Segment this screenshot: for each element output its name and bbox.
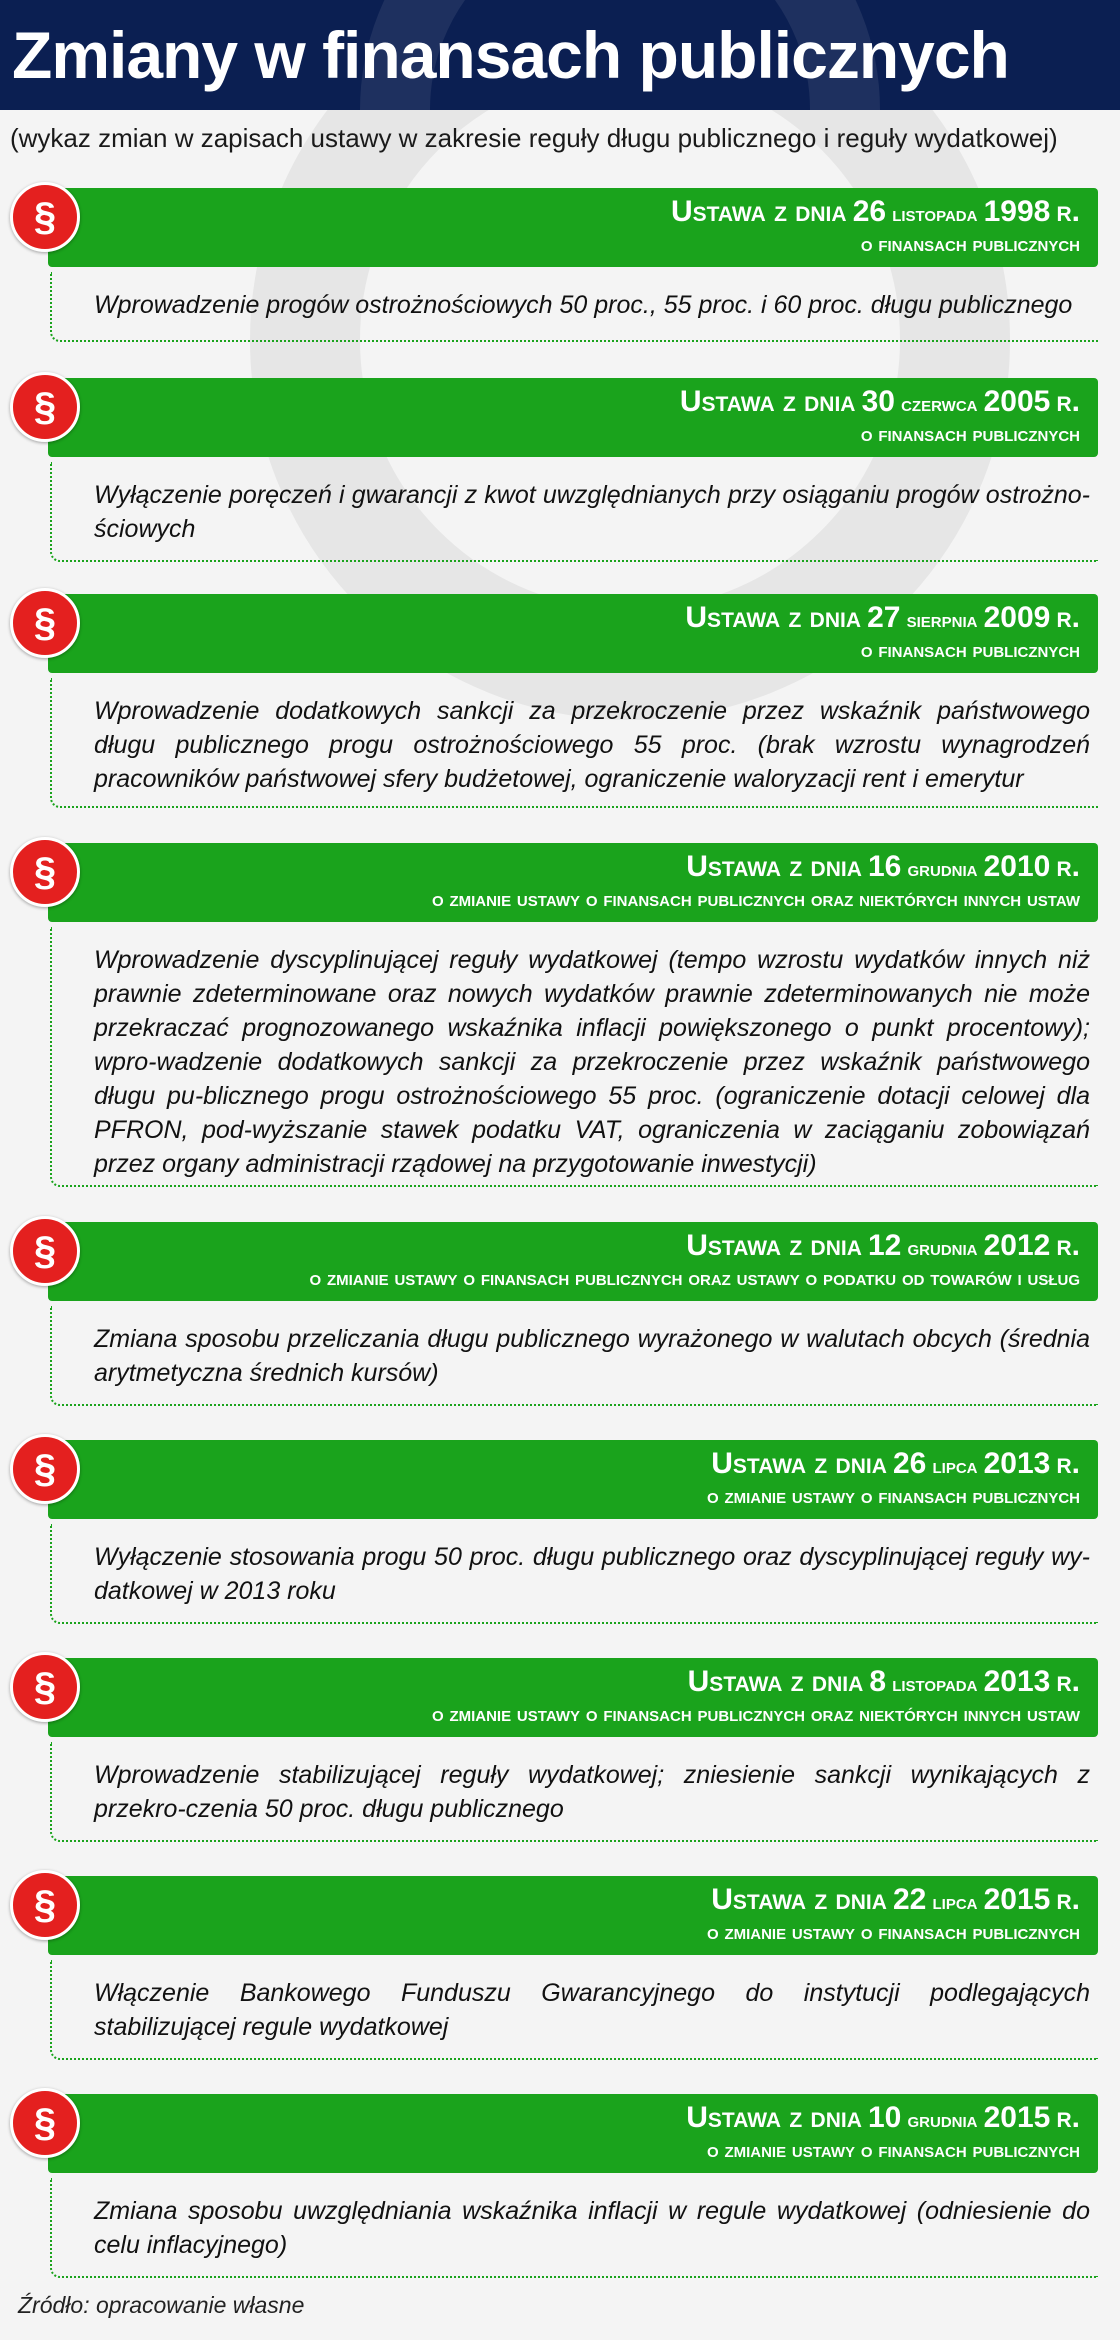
law-description: Zmiana sposobu przeliczania długu publicznego wyrażonego w walutach obcych (średnia arytmetyczna średnich kursów) xyxy=(50,1306,1098,1406)
law-day: 12 xyxy=(867,1229,902,1262)
law-year: 2012 xyxy=(983,1229,1051,1262)
law-title xyxy=(671,194,1080,232)
law-title xyxy=(686,2100,1080,2138)
law-year: 2010 xyxy=(983,850,1051,883)
law-month: grudnia xyxy=(907,2107,978,2132)
law-day: 27 xyxy=(867,601,901,634)
paragraph-icon: § xyxy=(10,1216,80,1286)
law-description: Wprowadzenie progów ostrożnościowych 50 proc., 55 proc. i 60 proc. długu publicznego xyxy=(50,272,1098,342)
law-title xyxy=(680,384,1080,422)
source-note: Źródło: opracowanie własne xyxy=(18,2292,305,2318)
law-day: 10 xyxy=(867,2101,902,2134)
law-year: 1998 xyxy=(983,195,1051,228)
law-description: Wprowadzenie stabilizującej reguły wydatkowej; zniesienie sankcji wynikających z przekro-czenia 50 proc. długu publicznego xyxy=(50,1742,1098,1842)
law-day: 8 xyxy=(869,1665,887,1698)
law-day: 26 xyxy=(892,1447,927,1480)
law-description: Wyłączenie stosowania progu 50 proc. długu publicznego oraz dyscyplinującej reguły wy-datkowej w 2013 roku xyxy=(50,1524,1098,1624)
law-suffix: r. xyxy=(1056,195,1080,228)
law-suffix: r. xyxy=(1056,1447,1080,1480)
law-header-bar xyxy=(48,1876,1098,1955)
law-header-bar xyxy=(48,1222,1098,1301)
paragraph-icon: § xyxy=(10,1870,80,1940)
law-prefix: Ustawa z dnia xyxy=(711,1883,887,1916)
law-description: Wprowadzenie dodatkowych sankcji za przekroczenie przez wskaźnik państwowego długu publicznego progu ostrożnościowego 55 proc. (brak wzrostu wynagrodzeń pracowników państwowej sfery budżetowej, ograniczenie waloryzacji rent i emerytur xyxy=(50,678,1098,808)
law-subtitle: o finansach publicznych xyxy=(860,639,1080,662)
law-header-bar xyxy=(48,2094,1098,2173)
law-prefix: Ustawa z dnia xyxy=(670,195,847,228)
law-header-bar xyxy=(48,594,1098,673)
law-subtitle: o zmianie ustawy o finansach publicznych oraz niektórych innych ustaw xyxy=(431,1703,1080,1726)
law-prefix: Ustawa z dnia xyxy=(686,2101,862,2134)
law-year: 2009 xyxy=(983,601,1051,634)
paragraph-icon: § xyxy=(10,1434,80,1504)
law-header-bar xyxy=(48,188,1098,267)
law-description: Wyłączenie poręczeń i gwarancji z kwot uwzględnianych przy osiąganiu progów ostrożno-ściowych xyxy=(50,462,1098,562)
paragraph-icon: § xyxy=(10,2088,80,2158)
law-subtitle: o zmianie ustawy o finansach publicznych xyxy=(706,1921,1080,1944)
law-title xyxy=(711,1882,1080,1920)
law-suffix: r. xyxy=(1056,2101,1080,2134)
paragraph-icon: § xyxy=(10,1652,80,1722)
law-header-bar xyxy=(48,843,1098,922)
page-title: Zmiany w finansach publicznych xyxy=(12,18,1009,92)
law-subtitle: o finansach publicznych xyxy=(860,233,1080,256)
law-suffix: r. xyxy=(1056,1883,1080,1916)
law-month: lipca xyxy=(932,1453,978,1478)
paragraph-icon: § xyxy=(10,837,80,907)
law-prefix: Ustawa z dnia xyxy=(686,1229,862,1262)
law-header-bar xyxy=(48,1658,1098,1737)
law-subtitle: o zmianie ustawy o finansach publicznych oraz niektórych innych ustaw xyxy=(431,888,1080,911)
law-prefix: Ustawa z dnia xyxy=(711,1447,887,1480)
law-day: 26 xyxy=(852,195,887,228)
law-suffix: r. xyxy=(1056,385,1080,418)
law-prefix: Ustawa z dnia xyxy=(679,385,856,418)
law-suffix: r. xyxy=(1056,850,1080,883)
law-year: 2015 xyxy=(983,1883,1051,1916)
law-title xyxy=(685,600,1080,638)
law-month: listopada xyxy=(892,201,978,226)
law-month: czerwca xyxy=(901,391,978,416)
law-month: grudnia xyxy=(907,856,978,881)
paragraph-icon: § xyxy=(10,588,80,658)
law-description: Zmiana sposobu uwzględniania wskaźnika inflacji w regule wydatkowej (odniesienie do celu inflacyjnego) xyxy=(50,2178,1098,2278)
law-title xyxy=(686,849,1080,887)
law-day: 16 xyxy=(867,850,902,883)
law-suffix: r. xyxy=(1056,1229,1080,1262)
law-prefix: Ustawa z dnia xyxy=(685,601,861,634)
law-prefix: Ustawa z dnia xyxy=(687,1665,864,1698)
law-prefix: Ustawa z dnia xyxy=(686,850,862,883)
law-day: 22 xyxy=(892,1883,927,1916)
law-description: Włączenie Bankowego Funduszu Gwarancyjnego do instytucji podlegających stabilizującej regule wydatkowej xyxy=(50,1960,1098,2060)
law-suffix: r. xyxy=(1056,601,1080,634)
law-month: lipca xyxy=(932,1889,978,1914)
law-header-bar xyxy=(48,378,1098,457)
law-year: 2013 xyxy=(983,1447,1051,1480)
law-month: sierpnia xyxy=(906,607,978,632)
law-year: 2013 xyxy=(983,1665,1051,1698)
law-title xyxy=(711,1446,1080,1484)
law-year: 2005 xyxy=(983,385,1051,418)
law-suffix: r. xyxy=(1056,1665,1080,1698)
header-banner xyxy=(0,0,1120,110)
law-title xyxy=(686,1228,1080,1266)
law-subtitle: o zmianie ustawy o finansach publicznych oraz ustawy o podatku od towarów i usług xyxy=(309,1267,1080,1290)
paragraph-icon: § xyxy=(10,372,80,442)
law-subtitle: o zmianie ustawy o finansach publicznych xyxy=(706,1485,1080,1508)
page-subtitle: (wykaz zmian w zapisach ustawy w zakresie reguły długu publicznego i reguły wydatkowej) xyxy=(10,123,1058,153)
law-title xyxy=(688,1664,1080,1702)
law-description: Wprowadzenie dyscyplinującej reguły wydatkowej (tempo wzrostu wydatków innych niż prawnie zdeterminowane oraz nowych wydatków prawnie zdeterminowanych nie może przekraczać prognozowanego wskaźnika inflacji powiększonego o punkt procentowy); wpro-wadzenie dodatkowych sankcji za przekroczenie przez wskaźnik państwowego długu pu-blicznego progu ostrożnościowego 55 proc. (ograniczenie dotacji celowej dla PFRON, pod-wyższanie stawek podatku VAT, ograniczenia w zaciąganiu zobowiązań przez organy administracji rządowej na przygotowanie inwestycji) xyxy=(50,927,1098,1187)
law-month: listopada xyxy=(892,1671,978,1696)
paragraph-icon: § xyxy=(10,182,80,252)
law-header-bar xyxy=(48,1440,1098,1519)
law-month: grudnia xyxy=(907,1235,978,1260)
law-subtitle: o zmianie ustawy o finansach publicznych xyxy=(706,2139,1080,2162)
law-year: 2015 xyxy=(983,2101,1051,2134)
law-subtitle: o finansach publicznych xyxy=(860,423,1080,446)
law-day: 30 xyxy=(861,385,895,418)
